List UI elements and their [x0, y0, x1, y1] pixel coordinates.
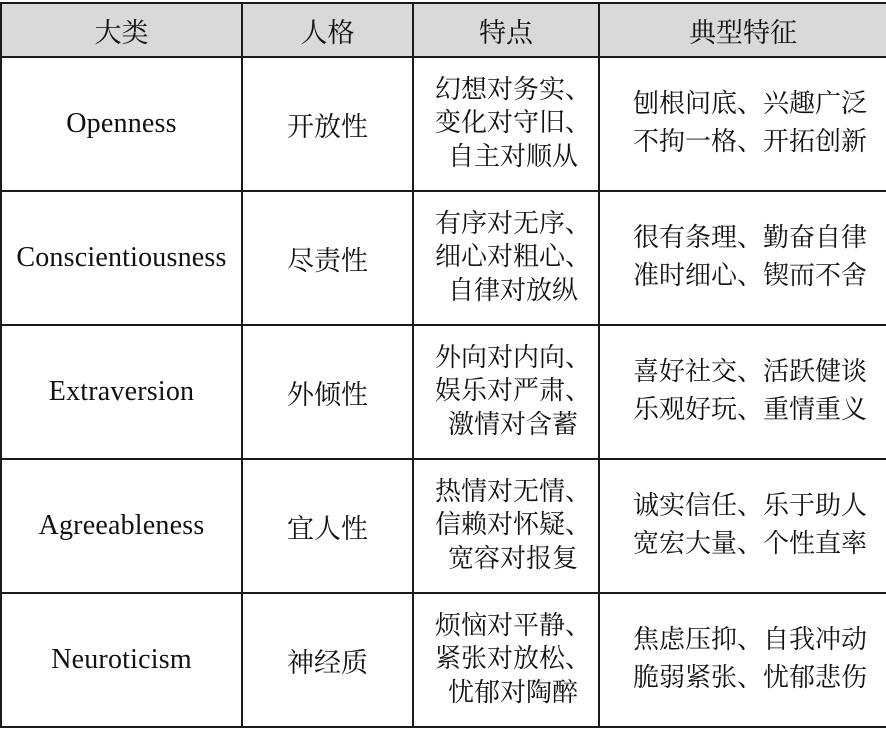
- feature-line: 娱乐对严肃、: [434, 376, 591, 407]
- personality-cell: 尽责性: [242, 191, 413, 325]
- typical-traits-cell: [599, 593, 886, 727]
- header-typical-traits: 典型特征: [599, 3, 886, 57]
- typical-line: 刨根问底、兴趣广泛: [632, 89, 867, 120]
- personality-cell: 宜人性: [242, 459, 413, 593]
- typical-traits-cell: [599, 191, 886, 325]
- category-cell: Extraversion: [1, 325, 242, 459]
- feature-line: 烦恼对平静、: [434, 611, 591, 642]
- typical-traits-cell: [599, 57, 886, 191]
- feature-line: 细心对粗心、: [434, 242, 591, 273]
- typical-line: 喜好社交、活跃健谈: [632, 357, 867, 388]
- table-row: [1, 459, 886, 593]
- typical-line: 脆弱紧张、忧郁悲伤: [632, 663, 867, 693]
- table-row: [1, 57, 886, 191]
- feature-line: 变化对守旧、: [434, 108, 591, 139]
- feature-line: 忧郁对陶醉: [447, 677, 578, 708]
- typical-line: 乐观好玩、重情重义: [632, 395, 867, 425]
- feature-line: 外向对内向、: [434, 343, 591, 374]
- typical-line: 很有条理、勤奋自律: [632, 223, 867, 254]
- category-cell: Agreeableness: [1, 459, 242, 593]
- table-row: [1, 593, 886, 727]
- typical-traits-cell: [599, 325, 886, 459]
- typical-line: 诚实信任、乐于助人: [632, 491, 867, 522]
- feature-line: 紧张对放松、: [434, 644, 591, 675]
- category-cell: Conscientiousness: [1, 191, 242, 325]
- header-personality: 人格: [242, 3, 413, 57]
- typical-line: 不拘一格、开拓创新: [632, 127, 867, 157]
- feature-line: 自律对放纵: [447, 275, 578, 306]
- personality-cell: 外倾性: [242, 325, 413, 459]
- feature-line: 激情对含蓄: [447, 409, 578, 440]
- category-cell: Openness: [1, 57, 242, 191]
- features-cell: [413, 593, 599, 727]
- feature-line: 信赖对怀疑、: [434, 510, 591, 541]
- features-cell: [413, 191, 599, 325]
- personality-traits-table: [0, 2, 886, 728]
- personality-cell: 神经质: [242, 593, 413, 727]
- feature-line: 热情对无情、: [434, 477, 591, 508]
- table-header-row: [1, 3, 886, 57]
- header-features: 特点: [413, 3, 599, 57]
- header-category: 大类: [1, 3, 242, 57]
- category-cell: Neuroticism: [1, 593, 242, 727]
- features-cell: [413, 325, 599, 459]
- features-cell: [413, 459, 599, 593]
- table-row: [1, 191, 886, 325]
- feature-line: 幻想对务实、: [434, 75, 591, 106]
- feature-line: 有序对无序、: [434, 209, 591, 240]
- feature-line: 自主对顺从: [447, 141, 578, 172]
- typical-line: 宽宏大量、个性直率: [632, 529, 867, 559]
- typical-traits-cell: [599, 459, 886, 593]
- table-row: [1, 325, 886, 459]
- typical-line: 准时细心、锲而不舍: [632, 261, 867, 291]
- personality-cell: 开放性: [242, 57, 413, 191]
- features-cell: [413, 57, 599, 191]
- feature-line: 宽容对报复: [447, 543, 578, 574]
- typical-line: 焦虑压抑、自我冲动: [632, 625, 867, 656]
